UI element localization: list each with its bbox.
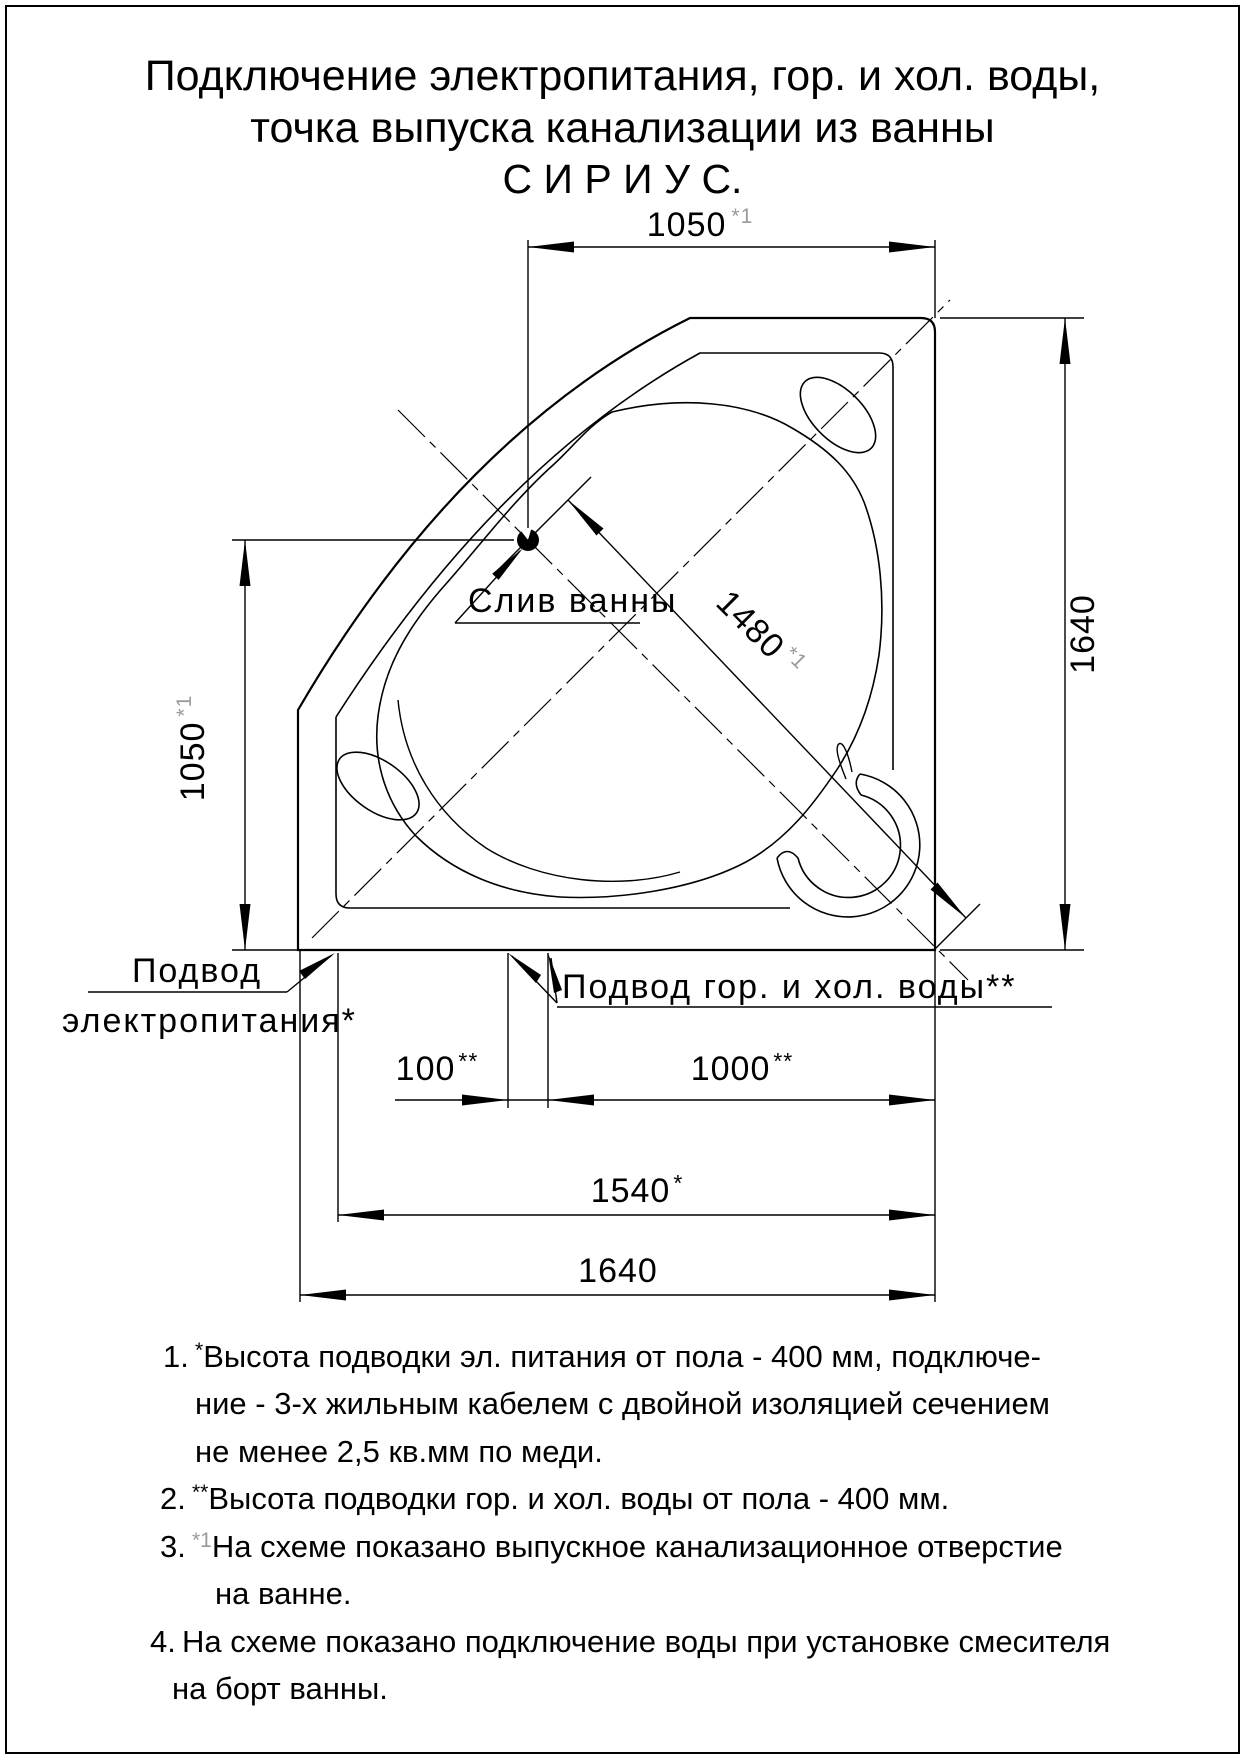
dim-line-diagonal-1480 bbox=[568, 500, 966, 918]
tub-basin bbox=[377, 403, 882, 898]
witness-diagonal-top bbox=[497, 477, 591, 571]
arrow-top-right bbox=[889, 242, 935, 253]
note-1-number: 1. bbox=[163, 1339, 189, 1374]
note-3-line-2 bbox=[215, 1576, 351, 1612]
dim-diagonal-text bbox=[709, 582, 812, 685]
dim-left-height-value: 1050 bbox=[174, 721, 212, 802]
tub-inner-rim bbox=[336, 353, 893, 908]
title-line-2: точка выпуска канализации из ванны bbox=[250, 104, 995, 152]
note-3-number: 3. bbox=[160, 1529, 186, 1564]
corner-seat-inner bbox=[798, 795, 900, 897]
dim-power-span-sup: * bbox=[673, 1170, 684, 1196]
note-4-text-1: На схеме показано подключение воды при установке смесителя bbox=[182, 1624, 1111, 1659]
headrest-top-right bbox=[787, 364, 889, 466]
arrow-top-left bbox=[528, 242, 574, 253]
arrow-1540-right bbox=[889, 1210, 935, 1221]
note-1-text-3: не менее 2,5 кв.мм по меди. bbox=[195, 1434, 603, 1469]
note-3-sup: *1 bbox=[192, 1529, 212, 1552]
dim-water-offset-value: 100 bbox=[395, 1050, 456, 1088]
dim-right-height-text: 1640 bbox=[1064, 594, 1102, 674]
label-drain: Слив ванны bbox=[468, 582, 678, 620]
seat-cap-right bbox=[856, 774, 861, 795]
note-3-text-1: На схеме показано выпускное канализационное отверстие bbox=[211, 1529, 1063, 1564]
seat-cap-left bbox=[777, 852, 798, 859]
page-title: С И Р И У С. bbox=[502, 156, 743, 202]
note-1-sup: * bbox=[195, 1339, 204, 1362]
arrow-right-bottom bbox=[1060, 904, 1071, 950]
dim-top-width-sup: *1 bbox=[731, 205, 754, 228]
dim-left-height-sup: *1 bbox=[173, 694, 196, 717]
arrow-1000-right bbox=[889, 1095, 935, 1106]
dim-water-offset-sup: ** bbox=[458, 1048, 479, 1074]
note-1-text-1: Высота подводки эл. питания от пола - 400 мм, подключе- bbox=[203, 1339, 1041, 1374]
note-2-text-1: Высота подводки гор. и хол. воды от пола - 400 мм. bbox=[208, 1481, 950, 1516]
dim-diagonal-value: 1480 bbox=[708, 583, 792, 667]
dim-top-width-value: 1050 bbox=[646, 206, 727, 244]
note-2-number: 2. bbox=[160, 1481, 186, 1516]
title-line-1: Подключение электропитания, гор. и хол. воды, bbox=[144, 52, 1101, 100]
arrow-1640-left bbox=[300, 1290, 346, 1301]
note-3-text-2: на ванне. bbox=[215, 1576, 352, 1611]
note-4-number: 4. bbox=[150, 1624, 176, 1659]
note-4-line-2 bbox=[172, 1671, 388, 1707]
basin-inner-contour bbox=[398, 700, 680, 881]
dim-power-span-value: 1540 bbox=[590, 1172, 671, 1210]
note-2-line-1 bbox=[160, 1481, 949, 1517]
arrow-left-top bbox=[240, 540, 251, 586]
arrow-100-left bbox=[462, 1095, 508, 1106]
dim-bottom-width-text: 1640 bbox=[578, 1252, 658, 1290]
dim-left-height-text bbox=[173, 695, 212, 802]
dim-water-span-value: 1000 bbox=[690, 1050, 771, 1088]
centerline-main-diagonal bbox=[398, 410, 968, 980]
label-power-line2: электропитания* bbox=[62, 1002, 357, 1040]
witness-diagonal-bottom bbox=[934, 904, 980, 950]
note-2-sup: ** bbox=[192, 1481, 209, 1504]
arrow-left-bottom bbox=[240, 904, 251, 950]
label-water: Подвод гор. и хол. воды** bbox=[562, 968, 1017, 1006]
arrow-1640-right bbox=[889, 1290, 935, 1301]
power-leader bbox=[287, 955, 332, 992]
arrow-right-top bbox=[1060, 318, 1071, 364]
extension-lines bbox=[232, 240, 1084, 1302]
dim-water-span-sup: ** bbox=[773, 1048, 794, 1074]
note-3-line-1 bbox=[160, 1529, 1063, 1565]
dim-diagonal-sup: *1 bbox=[779, 642, 812, 674]
arrow-diagonal-top bbox=[568, 500, 604, 536]
label-power-line1: Подвод bbox=[131, 952, 263, 990]
dim-top-width-text bbox=[647, 205, 754, 244]
note-1-line-1 bbox=[163, 1339, 1041, 1375]
note-1-text-2: ние - 3-х жильным кабелем с двойной изоляцией сечением bbox=[195, 1386, 1050, 1421]
arrow-100-1000 bbox=[548, 1095, 594, 1106]
note-1-line-3 bbox=[195, 1434, 603, 1470]
dim-power-span-text bbox=[591, 1170, 684, 1210]
note-1-line-2 bbox=[195, 1386, 1050, 1422]
note-4-text-2: на борт ванны. bbox=[172, 1671, 388, 1706]
dimension-arrowheads bbox=[240, 242, 1071, 1301]
arrow-1540-left bbox=[338, 1210, 384, 1221]
dim-water-span-text bbox=[691, 1048, 794, 1088]
dim-water-offset-text bbox=[396, 1048, 479, 1088]
note-4-line-1 bbox=[150, 1624, 1110, 1660]
